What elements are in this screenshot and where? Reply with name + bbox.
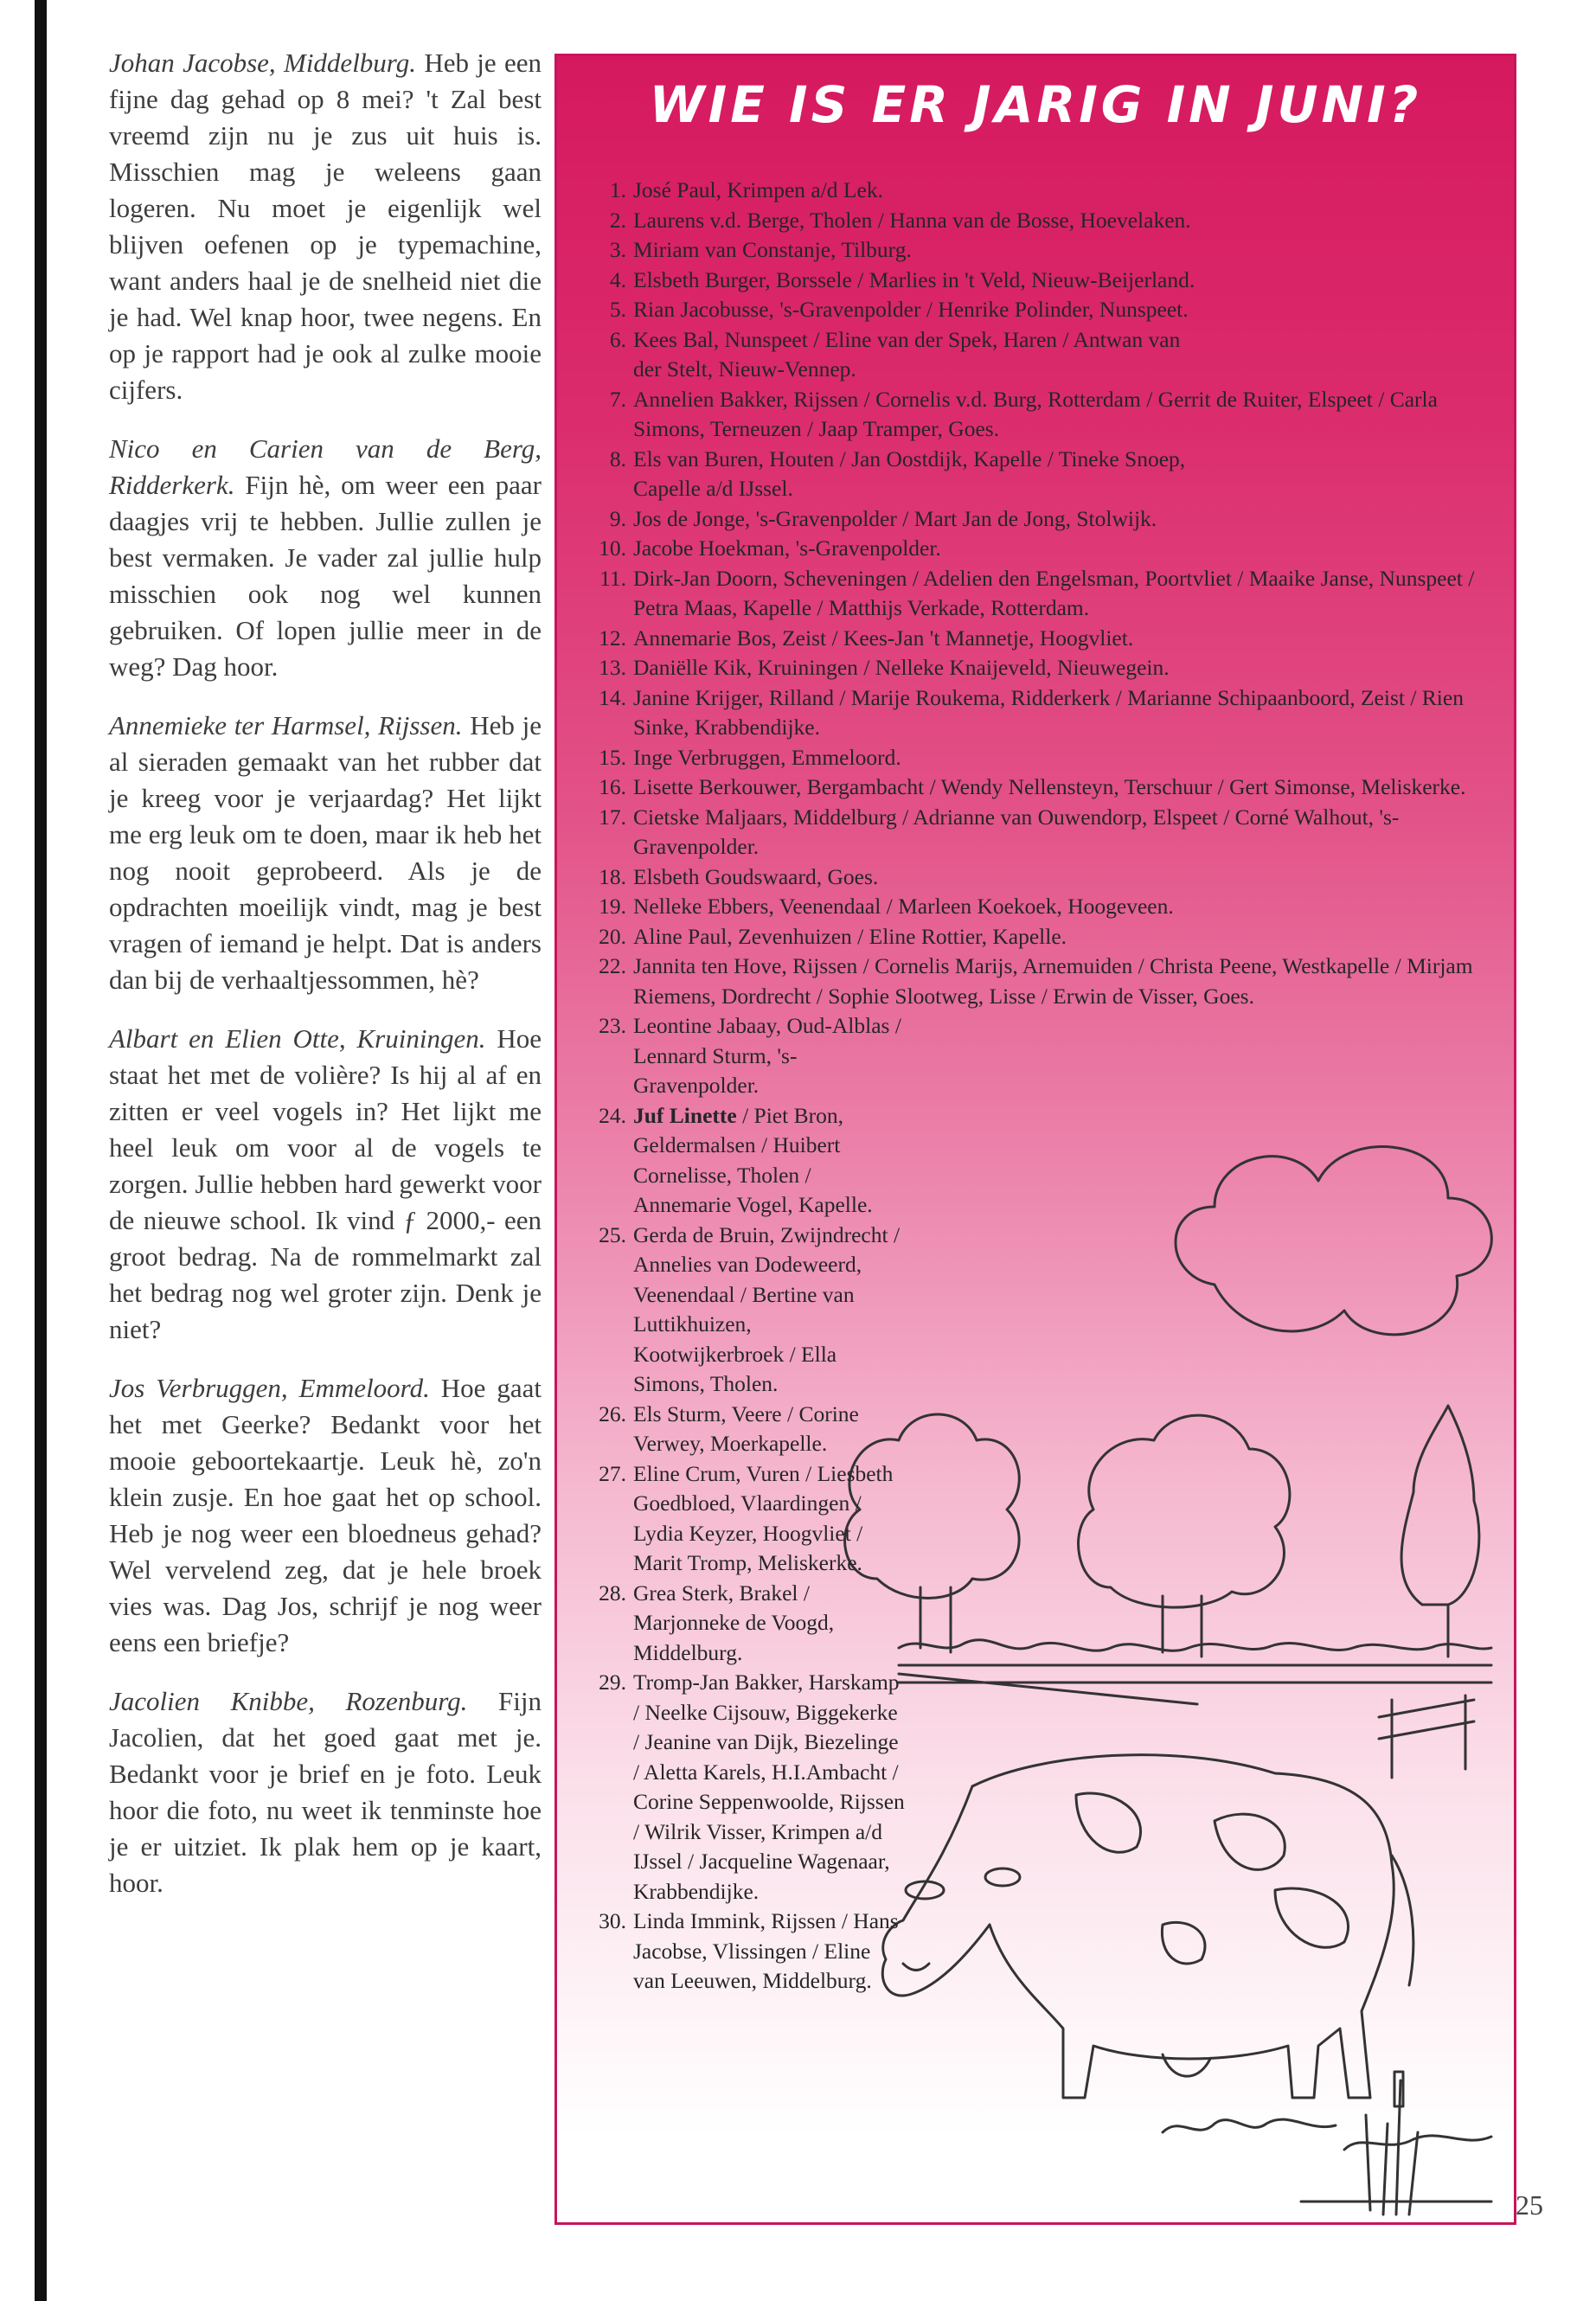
letter-recipient: Albart en Elien Otte, Kruiningen.	[109, 1023, 486, 1054]
birthday-entry	[592, 504, 1498, 535]
birthday-entry	[592, 862, 1498, 893]
birthday-entry	[592, 235, 1498, 266]
birthday-day: 27.	[599, 1460, 626, 1486]
birthday-day: 9.	[609, 505, 626, 531]
birthday-names: Leontine Jabaay, Oud-Alblas / Lennard Sturm, 's-Gravenpolder.	[633, 1013, 901, 1098]
birthday-names: Elsbeth Burger, Borssele / Marlies in 't Veld, Nieuw-Beijerland.	[633, 266, 1195, 292]
birthday-day: 7.	[609, 386, 626, 412]
birthday-day: 5.	[609, 297, 626, 322]
letter-text: Fijn hè, om weer een paar daagjes vrij te hebben. Jullie zullen je best vermaken. Je vader zal jullie hulp misschien ook nog wel kunnen gebruiken. Of lopen jullie meer in de weg? Dag hoor.	[109, 470, 542, 682]
birthday-names: / Piet Bron, Geldermalsen / Huibert Cornelisse, Tholen / Annemarie Vogel, Kapelle.	[633, 1102, 873, 1217]
birthday-names: Lisette Berkouwer, Bergambacht / Wendy Nellensteyn, Terschuur / Gert Simonse, Meliskerke.	[633, 774, 1466, 799]
binding-edge	[35, 0, 47, 2301]
letter-text: Hoe gaat het met Geerke? Bedankt voor het mooie geboortekaartje. Leuk hè, zo'n klein zusje. En hoe gaat het op school. Heb je nog weer een bloedneus gehad? Wel vervelend zeg, dat je hele broek vies was. Dag Jos, schrijf je nog weer eens een briefje?	[109, 1373, 542, 1657]
birthday-day: 3.	[609, 237, 626, 262]
birthday-entry	[592, 1459, 906, 1579]
birthday-day: 20.	[599, 923, 626, 949]
birthday-names: Rian Jacobusse, 's-Gravenpolder / Henrike Polinder, Nunspeet.	[633, 297, 1189, 322]
birthday-list	[592, 176, 1500, 1997]
birthday-names: Grea Sterk, Brakel / Marjonneke de Voogd, Middelburg.	[633, 1580, 835, 1665]
birthday-names: Gerda de Bruin, Zwijndrecht / Annelies van Dodeweerd, Veenendaal / Bertine van Luttikhuizen, Kootwijkerbroek / Ella Simons, Tholen.	[633, 1221, 901, 1396]
birthday-day: 22.	[599, 953, 626, 978]
birthday-day: 11.	[599, 565, 626, 591]
birthday-day: 2.	[609, 207, 626, 233]
birthday-names: Dirk-Jan Doorn, Scheveningen / Adelien den Engelsman, Poortvliet / Maaike Janse, Nunspeet / Petra Maas, Kapelle / Matthijs Verkade, Rotterdam.	[633, 565, 1475, 620]
birthday-day: 28.	[599, 1580, 626, 1606]
letter-reply	[109, 1370, 542, 1661]
birthday-day: 18.	[599, 863, 626, 889]
birthday-entry	[592, 683, 1498, 743]
birthday-names: Nelleke Ebbers, Veenendaal / Marleen Koekoek, Hoogeveen.	[633, 894, 1174, 919]
birthday-day: 12.	[599, 625, 626, 651]
letter-recipient: Johan Jacobse, Middelburg.	[109, 48, 416, 78]
birthday-day: 19.	[599, 894, 626, 919]
birthday-day: 10.	[599, 535, 626, 561]
birthday-entry	[592, 743, 1498, 773]
letter-reply	[109, 1683, 542, 1901]
letter-recipient: Annemieke ter Harmsel, Rijssen.	[109, 710, 463, 740]
letter-text: Fijn Jacolien, dat het goed gaat met je. Bedankt voor je brief en je foto. Leuk hoor die foto, nu weet ik tenminste hoe je er uitziet. Ik plak hem op je kaart, hoor.	[109, 1686, 542, 1898]
birthday-names: Els Sturm, Veere / Corine Verwey, Moerkapelle.	[633, 1400, 859, 1456]
birthday-names: Daniëlle Kik, Kruiningen / Nelleke Knaijeveld, Nieuwegein.	[633, 655, 1170, 680]
birthday-day: 14.	[599, 684, 626, 710]
birthday-names: Linda Immink, Rijssen / Hans Jacobse, Vlissingen / Eline van Leeuwen, Middelburg.	[633, 1908, 899, 1993]
birthday-names: Jannita ten Hove, Rijssen / Cornelis Marijs, Arnemuiden / Christa Peene, Westkapelle / Mirjam Riemens, Dordrecht / Sophie Slootweg, Lisse / Erwin de Visser, Goes.	[633, 953, 1473, 1009]
birthday-names: Elsbeth Goudswaard, Goes.	[633, 863, 879, 889]
birthday-names: Aline Paul, Zevenhuizen / Eline Rottier, Kapelle.	[633, 923, 1067, 949]
birthday-day: 6.	[609, 326, 626, 352]
birthday-entry	[592, 176, 1498, 206]
birthday-entry	[592, 952, 1498, 1011]
birthday-entry	[592, 624, 1498, 654]
birthday-day: 25.	[599, 1221, 626, 1247]
birthday-entry	[592, 922, 1498, 952]
letter-recipient: Jacolien Knibbe, Rozenburg.	[109, 1686, 468, 1716]
birthday-names: Jos de Jonge, 's-Gravenpolder / Mart Jan de Jong, Stolwijk.	[633, 505, 1157, 531]
birthday-names: Jacobe Hoekman, 's-Gravenpolder.	[633, 535, 941, 561]
birthday-names: Kees Bal, Nunspeet / Eline van der Spek, Haren / Antwan van der Stelt, Nieuw-Vennep.	[633, 326, 1181, 381]
birthday-entry	[592, 772, 1498, 803]
letter-reply	[109, 708, 542, 998]
birthday-day: 15.	[599, 744, 626, 770]
birthday-entry	[592, 534, 1498, 564]
birthday-entry	[592, 564, 1498, 624]
birthday-entry	[592, 1668, 906, 1907]
birthday-entry	[592, 803, 1498, 862]
birthday-entry	[592, 653, 1498, 683]
letter-recipient: Jos Verbruggen, Emmeloord.	[109, 1373, 430, 1403]
grass-drawing	[1163, 2072, 1491, 2214]
letters-column	[109, 45, 542, 1924]
birthday-day: 24.	[599, 1102, 626, 1128]
birthday-entry	[592, 1579, 906, 1669]
page-number: 25	[1516, 2189, 1543, 2221]
letter-reply	[109, 45, 542, 408]
birthday-highlight: Juf Linette	[633, 1102, 737, 1128]
birthday-day: 23.	[599, 1013, 626, 1038]
birthday-names: Inge Verbruggen, Emmeloord.	[633, 744, 901, 770]
birthday-day: 16.	[599, 774, 626, 799]
letter-text: Heb je al sieraden gemaakt van het rubber dat je kreeg voor je verjaardag? Het lijkt me erg leuk om te doen, maar ik heb het nog nooit geprobeerd. Als je de opdrachten moeilijk vindt, mag je best vragen of iemand je helpt. Dat is anders dan bij de verhaaltjessommen, hè?	[109, 710, 542, 995]
birthday-names: Annemarie Bos, Zeist / Kees-Jan 't Mannetje, Hoogvliet.	[633, 625, 1134, 651]
birthday-day: 4.	[609, 266, 626, 292]
birthday-entry	[592, 892, 1498, 922]
birthday-day: 30.	[599, 1908, 626, 1933]
birthday-entry	[592, 325, 1204, 385]
birthday-entry	[592, 1907, 906, 1997]
birthday-names: Miriam van Constanje, Tilburg.	[633, 237, 912, 262]
birthday-day: 8.	[609, 445, 626, 471]
letter-text: Heb je een fijne dag gehad op 8 mei? 't Zal best vreemd zijn nu je zus uit huis is. Misschien mag je weleens gaan logeren. Nu moet je eigenlijk wel blijven oefenen op je typemachine, want anders haal je de snelheid niet die je had. Wel knap hoor, twee negens. En op je rapport had je ook al zulke mooie cijfers.	[109, 48, 542, 405]
birthday-entry	[592, 385, 1498, 445]
birthday-day: 26.	[599, 1400, 626, 1426]
birthday-day: 29.	[599, 1670, 626, 1695]
birthday-day: 13.	[599, 655, 626, 680]
birthday-panel	[554, 54, 1516, 2225]
birthday-names: Tromp-Jan Bakker, Harskamp / Neelke Cijsouw, Biggekerke / Jeanine van Dijk, Biezelinge / Aletta Karels, H.I.Ambacht / Corine Seppenwoolde, Rijssen / Wilrik Visser, Krimpen a/d IJssel / Jacqueline Wagenaar, Krabbendijke.	[633, 1670, 905, 1904]
birthday-entry	[592, 1101, 906, 1221]
letter-text: Hoe staat het met de volière? Is hij al af en zitten er veel vogels in? Het lijkt me heel leuk om voor al de vogels te zorgen. Jullie hebben hard gewerkt voor de nieuwe school. Ik vind ƒ 2000,- een groot bedrag. Na de rommelmarkt zal het bedrag nog wel groter zijn. Denk je niet?	[109, 1023, 542, 1344]
birthday-entry	[592, 445, 1204, 504]
letter-reply	[109, 431, 542, 685]
birthday-entry	[592, 295, 1498, 325]
birthday-names: José Paul, Krimpen a/d Lek.	[633, 177, 883, 202]
birthday-entry	[592, 266, 1498, 296]
birthday-entry	[592, 206, 1498, 236]
birthday-names: Annelien Bakker, Rijssen / Cornelis v.d. Burg, Rotterdam / Gerrit de Ruiter, Elspeet / Carla Simons, Terneuzen / Jaap Tramper, Goes.	[633, 386, 1438, 441]
birthday-entry	[592, 1400, 906, 1459]
birthday-names: Janine Krijger, Rilland / Marije Roukema, Ridderkerk / Marianne Schipaanboord, Zeist / Rien Sinke, Krabbendijke.	[633, 684, 1464, 740]
birthday-names: Els van Buren, Houten / Jan Oostdijk, Kapelle / Tineke Snoep, Capelle a/d IJssel.	[633, 445, 1186, 501]
birthday-title: WIE IS ER JARIG IN JUNI?	[649, 75, 1422, 134]
letter-recipient: Nico en Carien van de Berg, Ridderkerk.	[109, 433, 542, 500]
birthday-names: Eline Crum, Vuren / Liesbeth Goedbloed, Vlaardingen / Lydia Keyzer, Hoogvliet / Marit Tromp, Meliskerke.	[633, 1460, 894, 1575]
letter-reply	[109, 1021, 542, 1348]
birthday-entry	[592, 1221, 906, 1400]
birthday-entry	[592, 1011, 906, 1101]
birthday-names: Laurens v.d. Berge, Tholen / Hanna van de Bosse, Hoevelaken.	[633, 207, 1191, 233]
birthday-day: 17.	[599, 804, 626, 830]
birthday-day: 1.	[609, 177, 626, 202]
birthday-names: Cietske Maljaars, Middelburg / Adrianne van Ouwendorp, Elspeet / Corné Walhout, 's-Gravenpolder.	[633, 804, 1400, 859]
